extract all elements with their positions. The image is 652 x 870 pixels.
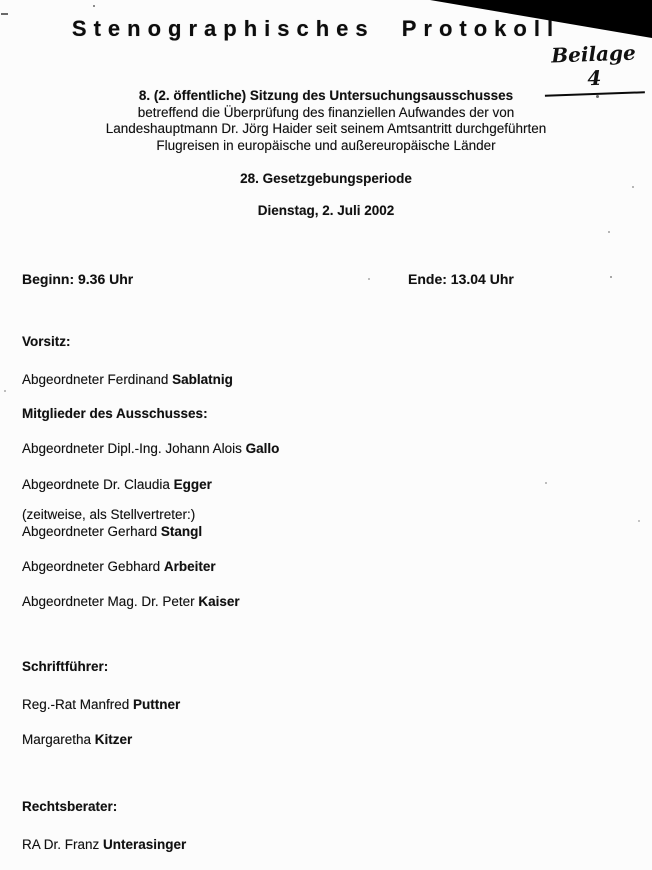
section-heading-vorsitz: Vorsitz: bbox=[22, 334, 71, 349]
scan-speck bbox=[608, 231, 610, 233]
subject-line: Flugreisen in europäische und außereuropäische Länder bbox=[156, 137, 496, 153]
member-line: (zeitweise, als Stellvertreter:) Abgeordneter Gerhard Stangl bbox=[22, 507, 622, 540]
member-surname: Gallo bbox=[245, 441, 280, 456]
scan-speck bbox=[638, 520, 640, 522]
end-time: Ende: 13.04 Uhr bbox=[408, 271, 514, 287]
member-surname: Stangl bbox=[160, 523, 203, 539]
session-subject bbox=[0, 88, 652, 154]
subject-line: Landeshauptmann Dr. Jörg Haider seit seinem Amtsantritt durchgeführten bbox=[105, 121, 547, 136]
section-heading-mitglieder: Mitglieder des Ausschusses: bbox=[22, 406, 208, 421]
member-surname: Kitzer bbox=[94, 732, 133, 747]
scan-speck bbox=[4, 390, 6, 392]
member-surname: Sablatnig bbox=[172, 372, 233, 387]
legislature-line: 28. Gesetzgebungsperiode bbox=[240, 171, 412, 186]
section-heading-schriftfuehrer: Schriftführer: bbox=[22, 659, 109, 674]
annotation-text: Beilage 4 bbox=[550, 40, 637, 91]
member-surname: Kaiser bbox=[198, 594, 240, 609]
scan-speck bbox=[368, 278, 370, 280]
member-surname: Egger bbox=[173, 477, 212, 492]
member-surname: Arbeiter bbox=[163, 559, 216, 574]
scan-speck bbox=[610, 276, 612, 278]
participants-roster bbox=[22, 334, 622, 852]
member-line: Abgeordneter Gebhard Arbeiter bbox=[22, 559, 216, 574]
member-surname: Unterasinger bbox=[103, 837, 187, 852]
member-line: RA Dr. Franz Unterasinger bbox=[22, 837, 187, 852]
begin-time: Beginn: 9.36 Uhr bbox=[22, 271, 134, 287]
section-heading-rechtsberater: Rechtsberater: bbox=[22, 799, 118, 814]
document-title: Stenographisches Protokoll bbox=[71, 16, 561, 41]
scan-speck bbox=[545, 482, 547, 484]
member-line: Abgeordneter Ferdinand Sablatnig bbox=[22, 372, 233, 387]
member-line: Reg.-Rat Manfred Puttner bbox=[22, 697, 181, 712]
member-surname: Puttner bbox=[133, 697, 181, 712]
date-line: Dienstag, 2. Juli 2002 bbox=[257, 203, 395, 218]
member-line: Abgeordneter Mag. Dr. Peter Kaiser bbox=[22, 594, 240, 609]
scan-speck bbox=[93, 5, 95, 7]
scan-speck bbox=[632, 186, 634, 188]
subject-line: 8. (2. öffentliche) Sitzung des Untersuchungsausschusses bbox=[138, 88, 514, 103]
subject-line: betreffend die Überprüfung des finanziellen Aufwandes der von bbox=[137, 104, 515, 120]
member-line: Abgeordneter Dipl.-Ing. Johann Alois Gallo bbox=[22, 441, 280, 456]
member-line: Margaretha Kitzer bbox=[22, 732, 133, 747]
member-line: Abgeordnete Dr. Claudia Egger bbox=[22, 477, 212, 492]
scan-speck bbox=[1, 13, 8, 15]
member-note: (zeitweise, als Stellvertreter:) bbox=[22, 507, 196, 522]
scan-speck bbox=[596, 95, 599, 98]
